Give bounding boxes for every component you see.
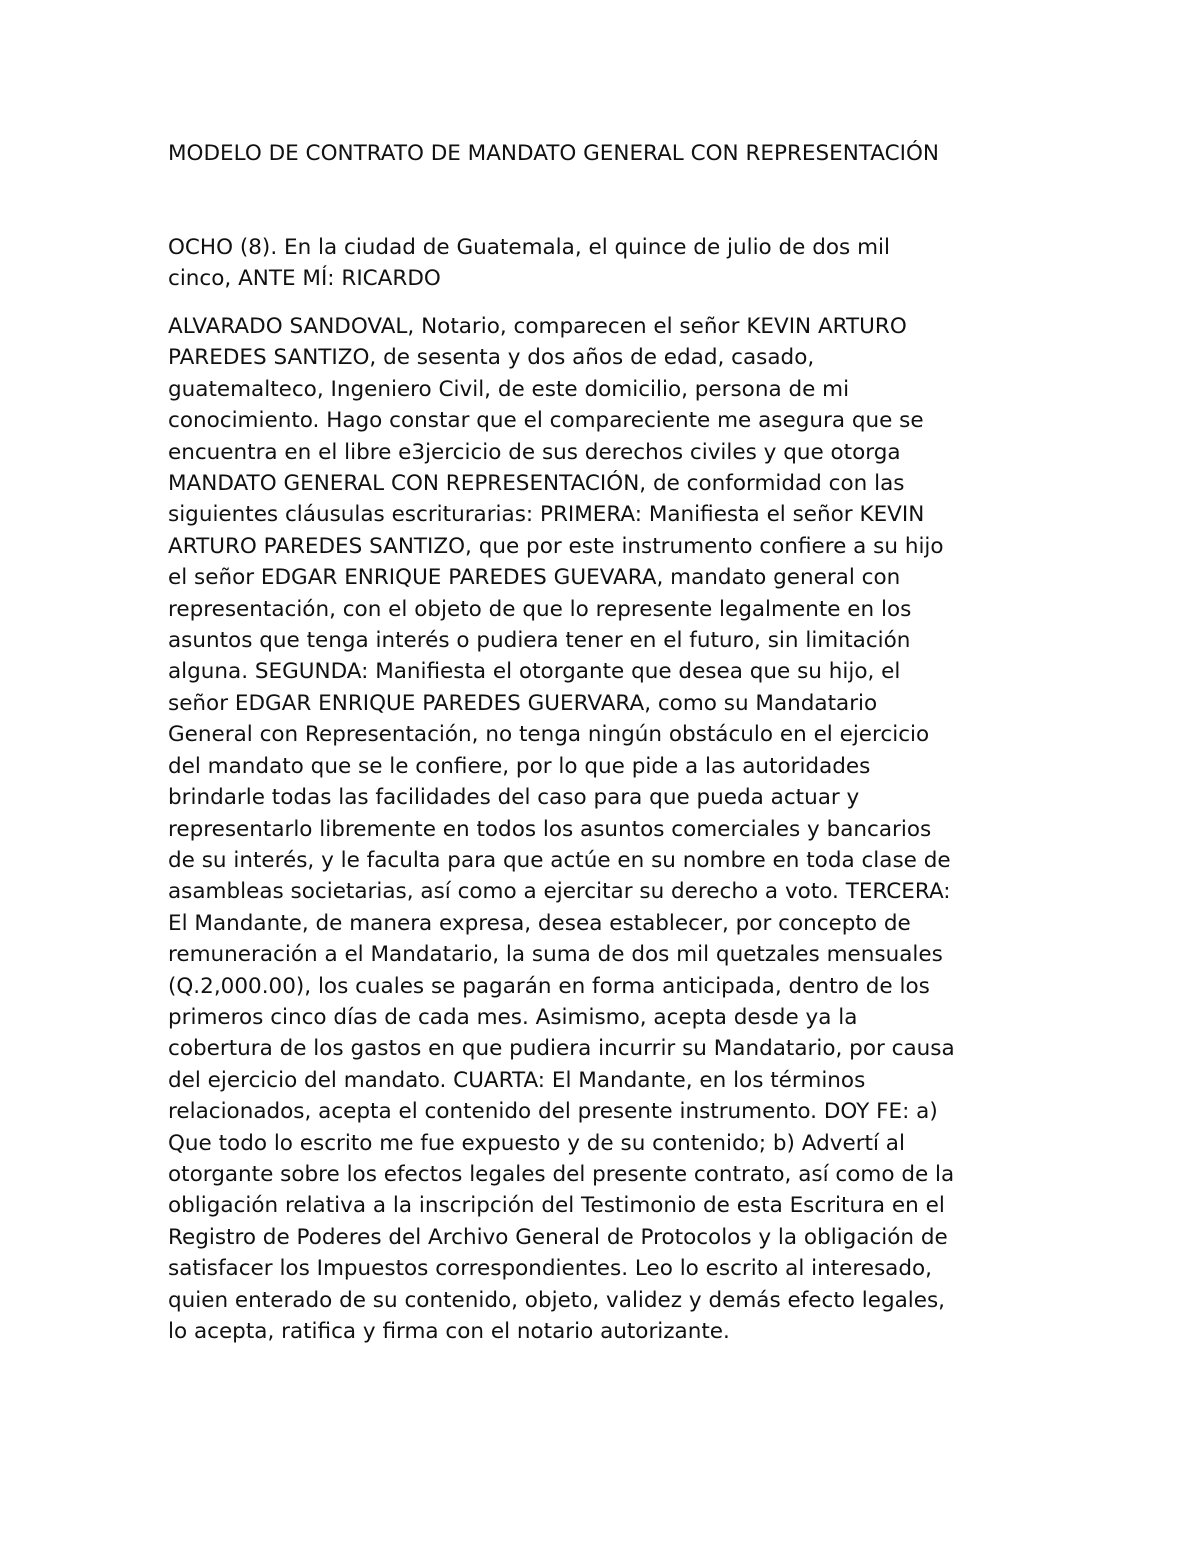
document-paragraph-body: ALVARADO SANDOVAL, Notario, comparecen el señor KEVIN ARTURO PAREDES SANTIZO, de sesenta y dos años de edad, casado, guatemalteco, Ingeniero Civil, de este domicilio, persona de mi conocimiento. Hago constar que el compareciente me asegura que se encuentra en el libre e3jercicio de sus derechos civiles y que otorga MANDATO GENERAL CON REPRESENTACIÓN, de conformidad con las siguientes cláusulas escriturarias: PRIMERA: Manifiesta el señor KEVIN ARTURO PAREDES SANTIZO, que por este instrumento confiere a su hijo el señor EDGAR ENRIQUE PAREDES GUEVARA, mandato general con representación, con el objeto de que lo represente legalmente en los asuntos que tenga interés o pudiera tener en el futuro, sin limitación alguna. SEGUNDA: Manifiesta el otorgante que desea que su hijo, el señor EDGAR ENRIQUE PAREDES GUERVARA, como su Mandatario General con Representación, no tenga ningún obstáculo en el ejercicio del mandato que se le confiere, por lo que pide a las autoridades brindarle todas las facilidades del caso para que pueda actuar y representarlo libremente en todos los asuntos comerciales y bancarios de su interés, y le faculta para que actúe en su nombre en toda clase de asambleas societarias, así como a ejercitar su derecho a voto. TERCERA: El Mandante, de manera expresa, desea establecer, por concepto de remuneración a el Mandatario, la suma de dos mil quetzales mensuales (Q.2,000.00), los cuales se pagarán en forma anticipada, dentro de los primeros cinco días de cada mes. Asimismo, acepta desde ya la cobertura de los gastos en que pudiera incurrir su Mandatario, por causa del ejercicio del mandato. CUARTA: El Mandante, en los términos relacionados, acepta el contenido del presente instrumento. DOY FE: a) Que todo lo escrito me fue expuesto y de su contenido; b) Advertí al otorgante sobre los efectos legales del presente contrato, así como de la obligación relativa a la inscripción del Testimonio de esta Escritura en el Registro de Poderes del Archivo General de Protocolos y la obligación de satisfacer los Impuestos correspondientes. Leo lo escrito al interesado, quien enterado de su contenido, objeto, validez y demás efecto legales, lo acepta, ratifica y firma con el notario autorizante. — [168, 314, 955, 1344]
document-paragraph-opening: OCHO (8). En la ciudad de Guatemala, el quince de julio de dos mil cinco, ANTE MÍ: RICARDO — [168, 235, 890, 292]
document-title: MODELO DE CONTRATO DE MANDATO GENERAL CON REPRESENTACIÓN — [168, 141, 939, 166]
